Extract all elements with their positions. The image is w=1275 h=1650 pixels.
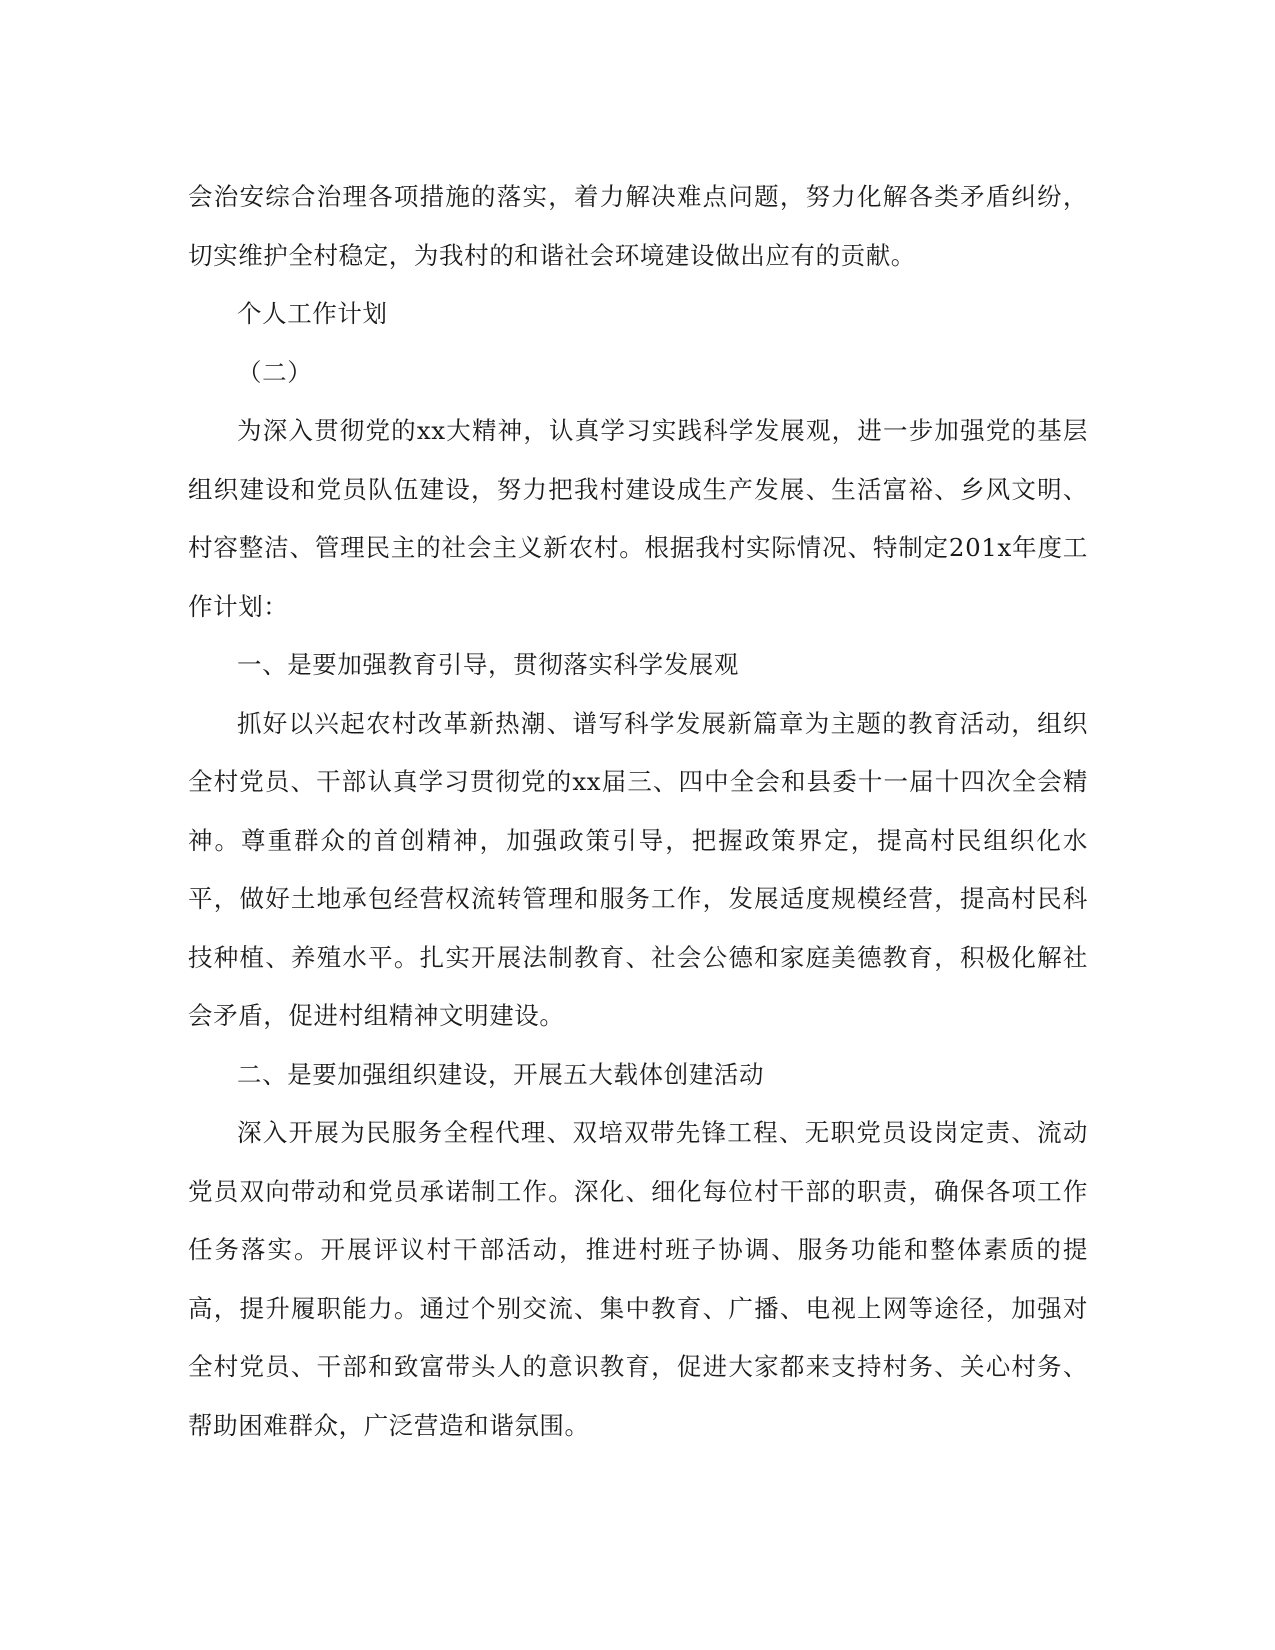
section-title: 个人工作计划 (237, 299, 388, 328)
heading-two: 二、是要加强组织建设，开展五大载体创建活动 (237, 1059, 765, 1089)
intro-paragraph: 为深入贯彻党的xx大精神，认真学习实践科学发展观，进一步加强党的基层组织建设和党员队伍建设，努力把我村建设成生产发展、生活富裕、乡风文明、村容整洁、管理民主的社会主义新农村。根据我村实际情况、特制定201x年度工作计划： (188, 416, 1088, 621)
heading-one: 一、是要加强教育引导，贯彻落实科学发展观 (237, 650, 739, 679)
section-number: （二） (237, 357, 313, 387)
paragraph-continuation: 会治安综合治理各项措施的落实，着力解决难点问题，努力化解各类矛盾纠纷，切实维护全村稳定，为我村的和谐社会环境建设做出应有的贡献。 (188, 182, 1088, 270)
paragraph-one: 抓好以兴起农村改革新热潮、谱写科学发展新篇章为主题的教育活动，组织全村党员、干部认真学习贯彻党的xx届三、四中全会和县委十一届十四次全会精神。尊重群众的首创精神，加强政策引导，把握政策界定，提高村民组织化水平，做好土地承包经营权流转管理和服务工作，发展适度规模经营，提高村民科技种植、养殖水平。扎实开展法制教育、社会公德和家庭美德教育，积极化解社会矛盾，促进村组精神文明建设。 (188, 708, 1088, 1030)
paragraph-two: 深入开展为民服务全程代理、双培双带先锋工程、无职党员设岗定责、流动党员双向带动和党员承诺制工作。深化、细化每位村干部的职责，确保各项工作任务落实。开展评议村干部活动，推进村班子协调、服务功能和整体素质的提高，提升履职能力。通过个别交流、集中教育、广播、电视上网等途径，加强对全村党员、干部和致富带头人的意识教育，促进大家都来支持村务、关心村务、帮助困难群众，广泛营造和谐氛围。 (188, 1118, 1088, 1440)
document-body (188, 168, 1088, 1455)
